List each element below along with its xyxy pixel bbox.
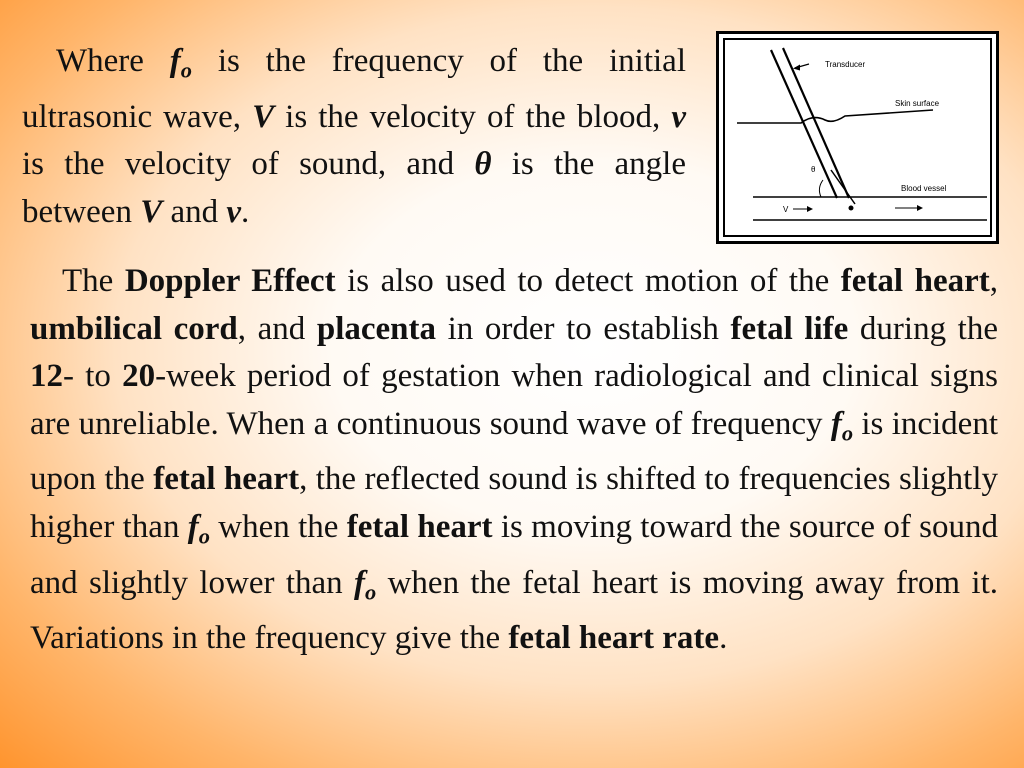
transducer-arrowhead (793, 65, 800, 71)
label-blood-vessel: Blood vessel (901, 184, 947, 193)
symbol-f (830, 405, 854, 445)
transducer-beam-left (771, 50, 837, 198)
symbol-f-letter: f (187, 508, 199, 545)
symbol-f-subscript: o (198, 523, 210, 549)
text-run: during the (848, 310, 998, 347)
symbol-f-subscript: o (365, 578, 377, 604)
symbol-f (169, 43, 192, 83)
text-run: is incident upon the (30, 405, 998, 498)
text-run: Where (56, 43, 170, 79)
velocity-arrowhead-left (807, 206, 813, 212)
term-fetal-heart: fetal heart (346, 508, 493, 545)
text-run: . (241, 193, 250, 230)
text-run: in order to establish (436, 310, 731, 347)
symbol-v: v (671, 98, 686, 135)
text-run: when the (209, 508, 347, 545)
term-doppler-effect: Doppler Effect (124, 263, 336, 299)
beam-tip (831, 170, 855, 204)
text-run: , (989, 263, 998, 299)
text-run: . (719, 620, 728, 657)
symbol-f-letter: f (354, 564, 366, 601)
symbol-f-subscript: o (180, 57, 192, 83)
symbol-V: V (140, 193, 163, 230)
label-transducer: Transducer (825, 60, 866, 69)
text-run: is the velocity of sound, and (22, 146, 475, 183)
symbol-f (354, 564, 377, 604)
term-placenta: placenta (316, 310, 437, 347)
blood-cell-dot (849, 206, 854, 211)
text-run: The (62, 263, 125, 299)
text-run: , the reflected sound is shifted to frequencies slightly higher than (30, 461, 998, 545)
text-run: when the fetal heart is moving away from it. Variations in the frequency give the (30, 564, 998, 657)
text-run: - to (63, 358, 123, 394)
intro-paragraph (22, 38, 686, 236)
skin-surface-line (737, 110, 933, 123)
text-run: is the angle between (22, 146, 686, 230)
angle-arc (819, 180, 823, 197)
velocity-arrowhead-right (917, 205, 923, 211)
symbol-f-letter: f (830, 405, 842, 442)
text-run: is moving toward the source of sound and slightly lower than (30, 508, 998, 601)
doppler-paragraph (30, 258, 998, 663)
term-week-12: 12 (30, 358, 63, 394)
term-week-20: 20 (122, 358, 156, 394)
label-theta: θ (811, 165, 816, 174)
text-run: and (162, 193, 227, 230)
text-run: , and (237, 310, 317, 347)
doppler-diagram-frame (716, 31, 999, 244)
symbol-theta: θ (474, 146, 492, 183)
doppler-diagram (723, 38, 992, 237)
symbol-f-subscript: o (841, 419, 854, 445)
term-fetal-heart-rate: fetal heart rate (508, 620, 720, 657)
term-fetal-life: fetal life (730, 310, 849, 347)
doppler-diagram-svg (725, 40, 994, 239)
label-velocity: V (783, 205, 789, 214)
symbol-V: V (252, 98, 275, 135)
term-umbilical-cord: umbilical cord (30, 310, 238, 347)
term-fetal-heart: fetal heart (153, 461, 300, 498)
label-skin-surface: Skin surface (895, 99, 940, 108)
text-run: -week period of gestation when radiological and clinical signs are unreliable. When a continuous sound wave of frequency (30, 358, 998, 442)
symbol-f-letter: f (169, 43, 181, 79)
text-run: is the velocity of the blood, (274, 98, 672, 135)
symbol-v: v (226, 193, 242, 230)
text-run: is also used to detect motion of the (335, 263, 841, 299)
text-run: is the frequency of the initial ultrasonic wave, (22, 43, 686, 135)
term-fetal-heart: fetal heart (840, 263, 990, 299)
symbol-f (187, 508, 210, 549)
